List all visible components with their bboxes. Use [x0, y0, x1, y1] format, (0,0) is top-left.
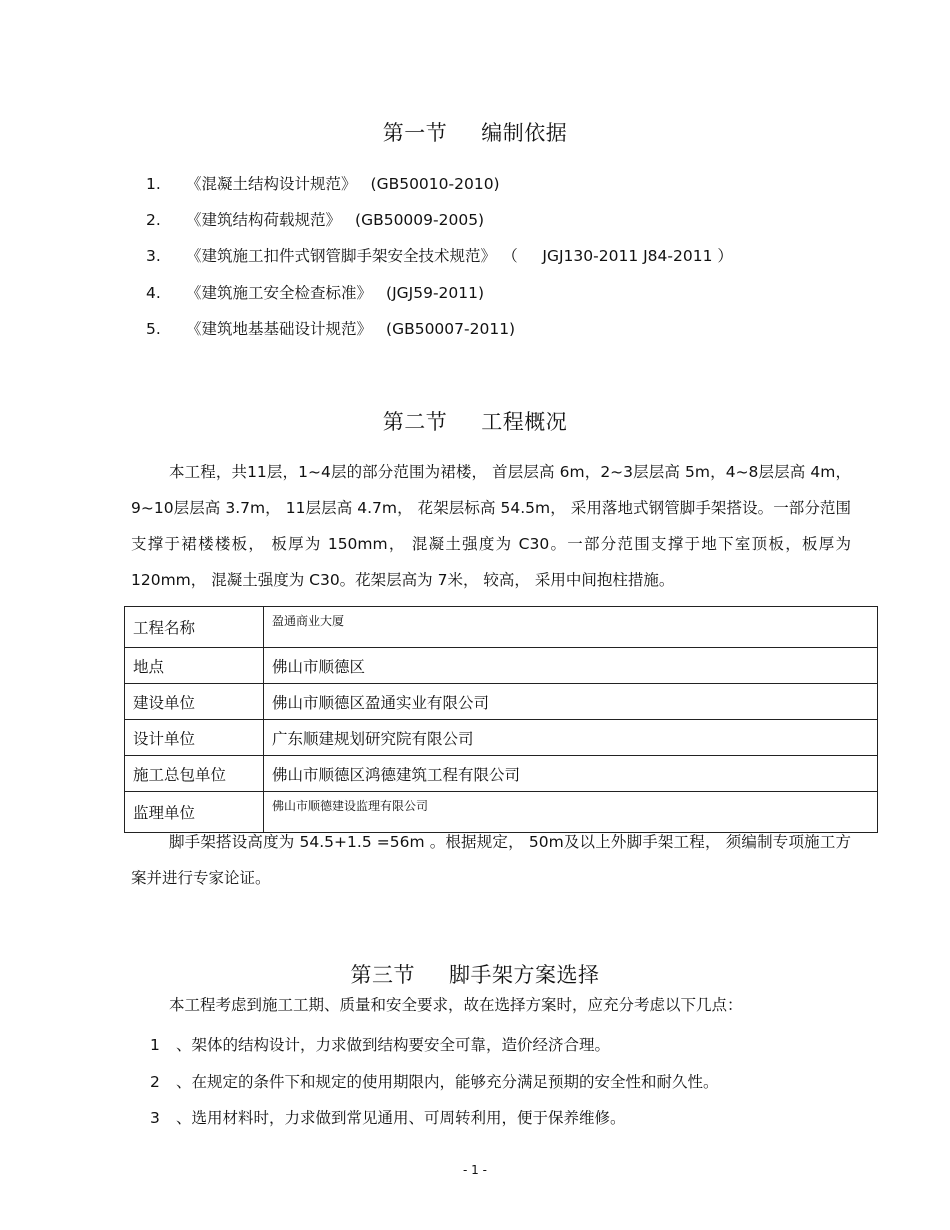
reference-item: 1. 《混凝土结构设计规范》 (GB50010-2010) [146, 175, 500, 193]
table-row [125, 607, 878, 648]
section-3-heading [0, 959, 950, 989]
section-1-title: 编制依据 [481, 121, 568, 145]
scheme-intro-paragraph: 本工程考虑到施工工期、质量和安全要求，故在选择方案时，应充分考虑以下几点： [169, 996, 743, 1014]
section-3-title: 脚手架方案选择 [449, 963, 600, 987]
project-overview-paragraph: 本工程，共11层，1~4层的部分范围为裙楼， 首层层高 6m，2~3层层高 5m，4~8层层高 4m，9~10层层高 3.7m， 11层层高 4.7m， 花架层标高 54.5m， 采用落地式钢管脚手架搭设。一部分范围支撑于裙楼楼板， 板厚为 150mm， 混凝土强度为 C30。一部分范围支撑于地下室顶板，板厚为 120mm， 混凝土强度为 C30。花架层高为 7米， 较高， 采用中间抱柱措施。 [131, 463, 851, 589]
table-value: 广东顺建规划研究院有限公司 [264, 720, 878, 756]
section-2-number: 第二节 [382, 410, 448, 434]
table-key: 工程名称 [125, 607, 264, 648]
reference-item: 2. 《建筑结构荷载规范》 (GB50009-2005) [146, 211, 485, 229]
table-row [125, 648, 878, 684]
table-value: 盈通商业大厦 [264, 607, 878, 648]
project-info-table [124, 606, 878, 833]
table-key: 设计单位 [125, 720, 264, 756]
table-value: 佛山市顺德建设监理有限公司 [264, 792, 878, 833]
list-item: 3 、选用材料时，力求做到常见通用、可周转利用，便于保养维修。 [150, 1109, 626, 1127]
page-number: - 1 - [463, 1163, 487, 1177]
table-value: 佛山市顺德区鸿德建筑工程有限公司 [264, 756, 878, 792]
table-key: 监理单位 [125, 792, 264, 833]
reference-item: 5. 《建筑地基基础设计规范》 (GB50007-2011) [146, 320, 516, 338]
section-2-title: 工程概况 [481, 410, 568, 434]
section-2-heading [0, 406, 950, 436]
list-item: 1 、架体的结构设计，力求做到结构要安全可靠，造价经济合理。 [150, 1036, 611, 1054]
table-value: 佛山市顺德区盈通实业有限公司 [264, 684, 878, 720]
table-key: 建设单位 [125, 684, 264, 720]
reference-item: 3. 《建筑施工扣件式钢管脚手架安全技术规范》 （ JGJ130-2011 J84-2011 ） [146, 247, 733, 265]
table-row [125, 720, 878, 756]
table-value: 佛山市顺德区 [264, 648, 878, 684]
table-key: 地点 [125, 648, 264, 684]
table-key: 施工总包单位 [125, 756, 264, 792]
table-row [125, 684, 878, 720]
section-3-number: 第三节 [350, 963, 415, 987]
list-item: 2 、在规定的条件下和规定的使用期限内，能够充分满足预期的安全性和耐久性。 [150, 1073, 719, 1091]
scaffold-height-paragraph: 脚手架搭设高度为 54.5+1.5 =56m 。根据规定， 50m及以上外脚手架工程， 须编制专项施工方案并进行专家论证。 [131, 833, 851, 887]
table-row [125, 756, 878, 792]
section-1-number: 第一节 [382, 121, 448, 145]
section-1-heading [0, 117, 950, 147]
reference-item: 4. 《建筑施工安全检查标准》 (JGJ59-2011) [146, 284, 485, 302]
